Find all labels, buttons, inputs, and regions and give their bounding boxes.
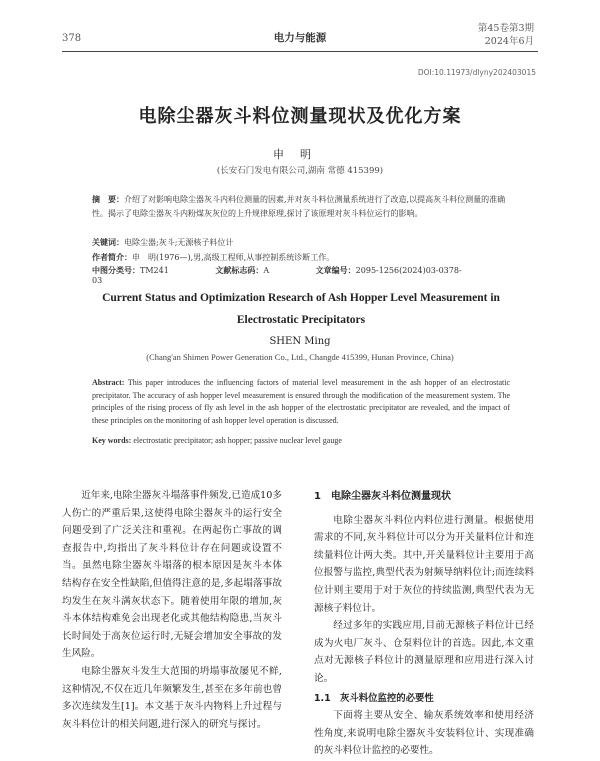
doc-code-value: A <box>263 266 270 275</box>
section-1-heading: 1 电除尘器灰斗料位测量现状 <box>314 491 451 502</box>
article-title-cn: 电除尘器灰斗料位测量现状及优化方案 <box>138 106 462 127</box>
keywords-cn <box>92 236 510 250</box>
intro-paragraph-1: 近年来,电除尘器灰斗塌落事件频发,已造成10多人伤亡的严重后果,这使得电除尘器灰斗的运行安全问题受到了广泛关注和重视。在两起伤亡事故的调查报告中,均指出了灰斗料位计存在问题或设置不当。虽然电除尘器灰斗塌落的根本原因是灰斗本体结构存在安全性缺陷,但值得注意的是,多起塌落事故均发生在灰斗满灰状态下。随着使用年限的增加,灰斗本体结构难免会出现老化或其他结构隐患,当灰斗长时间处于高灰位运行时,无疑会增加安全事故的发生风险。 <box>62 490 282 660</box>
abstract-cn <box>92 193 510 221</box>
affiliation-en: (Chang'an Shimen Power Generation Co., Ltd., Changde 415399, Hunan Province, China) <box>146 352 454 362</box>
article-no-value: 2095-1256(2024)03-0378-03 <box>92 266 462 285</box>
volume-issue: 第45卷第3期 <box>477 23 534 34</box>
author-info-text: 申 明(1976—),男,高级工程师,从事控制系统诊断工作。 <box>132 253 335 262</box>
section-1-paragraph-1: 电除尘器灰斗料位内料位进行测量。根据使用需求的不同,灰斗料位计可以分为开关量料位计和连续量料位计两大类。其中,开关量料位计主要用于高位报警与监控,典型代表为射频导纳料位计;而连续料位计则主要用于对于灰位的持续监测,典型代表为无源核子料位计。 <box>314 514 534 614</box>
author-info-label: 作者简介： <box>92 253 132 262</box>
abstract-en-label: Abstract: <box>92 378 125 387</box>
keywords-en-text: electrostatic precipitator; ash hopper; passive nuclear level gauge <box>133 436 342 445</box>
keywords-cn-label: 关键词： <box>92 238 124 247</box>
abstract-cn-text: 介绍了对影响电除尘器灰斗内料位测量的因素,并对灰斗料位测量系统进行了改造,以提高灰斗料位测量的准确性。揭示了电除尘器灰斗内粉煤灰灰位的上升规律原理,探讨了该原理对灰斗料位运行的影响。 <box>92 195 506 218</box>
article-no-label: 文章编号： <box>315 265 356 275</box>
keywords-cn-text: 电除尘器;灰斗;无源核子料位计 <box>124 238 234 247</box>
clc-label: 中图分类号： <box>92 265 140 275</box>
body-column-right <box>314 488 534 760</box>
section-1-paragraph-2: 经过多年的实践应用,目前无源核子料位计已经成为火电厂灰斗、仓泵料位计的首选。因此,本文重点对无源核子料位计的测量原理和应用进行深入讨论。 <box>314 620 534 684</box>
doc-code-label: 文献标志码： <box>215 265 264 275</box>
page-number: 378 <box>62 33 82 44</box>
abstract-cn-label: 摘 要： <box>92 195 124 204</box>
keywords-en-label: Key words: <box>92 436 132 445</box>
abstract-en-text: This paper introduces the influencing factors of material level measurement in the ash hopper of an electrostatic precipitator. The accuracy of ash hopper level measurement is ensured through the modification of the measurement system. The principles of the rising process of fly ash level in the ash hopper of the electrostatic precipitator are revealed, and the impact of these principles on the monitoring of ash hopper level operation is discussed. <box>92 378 511 425</box>
author-en: SHEN Ming <box>269 336 331 347</box>
doc-code <box>215 266 291 275</box>
article-title-en: Current Status and Optimization Research of Ash Hopper Level Measurement in Electrostatic Precipitators <box>102 292 500 326</box>
keywords-en <box>92 436 510 445</box>
clc-value: TM241 <box>140 266 169 275</box>
volume-info <box>478 22 534 48</box>
doi: DOI:10.11973/dlyny202403015 <box>417 68 536 77</box>
clc <box>92 266 191 275</box>
affiliation-cn: (长安石门发电有限公司,湖南 常德 415399) <box>216 166 384 176</box>
classification-row <box>92 265 510 285</box>
subsection-1-1-heading: 1.1 灰斗料位监控的必要性 <box>314 692 434 704</box>
publish-date: 2024年6月 <box>484 36 534 47</box>
journal-name: 电力与能源 <box>273 32 327 44</box>
abstract-en <box>92 377 510 427</box>
intro-paragraph-2: 电除尘器灰斗发生大范围的坍塌事故屡见不鲜,这种情况,不仅在近几年频繁发生,甚至在多年前也曾多次连续发生[1]。本文基于灰斗内物料上升过程与灰斗料位计的相关问题,进行深入的研究与探讨。 <box>62 665 282 730</box>
author-info <box>92 251 510 265</box>
author-cn: 申明 <box>273 148 327 161</box>
subsection-1-1-paragraph: 下面将主要从安全、输灰系统效率和使用经济性角度,来说明电除尘器灰斗安装料位计、实现准确的灰斗料位计监控的必要性。 <box>314 710 534 757</box>
body-column-left <box>62 487 282 733</box>
header-rule <box>62 51 538 52</box>
